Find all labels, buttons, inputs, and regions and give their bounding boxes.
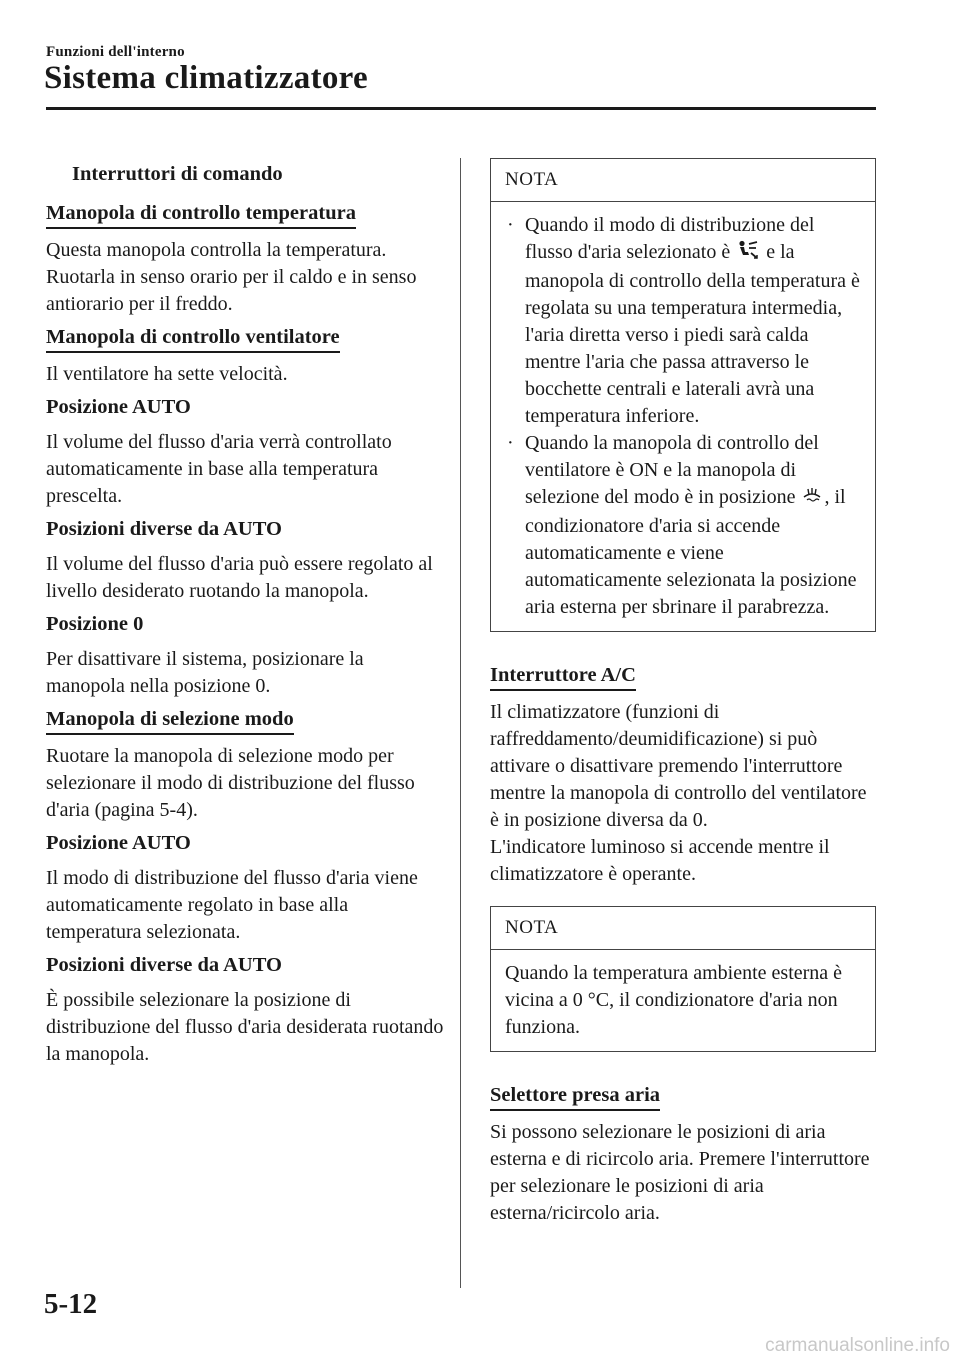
temp-text: Questa manopola controlla la temperatura. Ruotarla in senso orario per il caldo e in senso antiorario per il freddo.: [46, 239, 417, 315]
note-bullet: [505, 430, 861, 621]
fan-other-text: Il volume del flusso d'aria può essere regolato al livello desiderato ruotando la manopola.: [46, 553, 433, 602]
defroster-icon: [802, 486, 822, 513]
fan-text: Il ventilatore ha sette velocità.: [46, 363, 288, 385]
note-box-1: [490, 158, 876, 632]
section-label: Funzioni dell'interno: [46, 44, 185, 60]
note-bullet-text: Quando la manopola di controllo del ventilatore è ON e la manopola di selezione del modo è in posizione: [525, 432, 819, 508]
mode-auto-heading: Posizione AUTO: [46, 832, 191, 854]
note-bullet-text: e la manopola di controllo della temperatura è regolata su una temperatura intermedia, l'aria diretta verso i piedi sarà calda mentre l'aria che passa attraverso le bocchette centrali e laterali avrà una temperatura inferiore.: [525, 241, 860, 427]
note-bullet: [505, 212, 861, 430]
header-rule: [46, 107, 876, 110]
fan-heading: Manopola di controllo ventilatore: [46, 325, 340, 353]
mode-heading: Manopola di selezione modo: [46, 707, 294, 735]
intake-heading: Selettore presa aria: [490, 1083, 660, 1111]
note-text: Quando la temperatura ambiente esterna è vicina a 0 °C, il condizionatore d'aria non funziona.: [505, 962, 843, 1038]
fan-auto-text: Il volume del flusso d'aria verrà controllato automaticamente in base alla temperatura prescelta.: [46, 431, 392, 507]
fan-other-heading: Posizioni diverse da AUTO: [46, 518, 282, 540]
fan-zero-heading: Posizione 0: [46, 613, 144, 635]
mode-auto-text: Il modo di distribuzione del flusso d'aria viene automaticamente regolato in base alla temperatura selezionata.: [46, 867, 418, 943]
page-number: 5-12: [44, 1288, 98, 1320]
ac-text: Il climatizzatore (funzioni di raffreddamento/deumidificazione) si può attivare o disattivare premendo l'interruttore mentre la manopola di controllo del ventilatore è in posizione diversa da 0.: [490, 701, 867, 831]
note-title: NOTA: [491, 907, 875, 950]
ac-text-2: L'indicatore luminoso si accende mentre il climatizzatore è operante.: [490, 836, 830, 885]
mode-other-heading: Posizioni diverse da AUTO: [46, 954, 282, 976]
left-column: [46, 158, 446, 1074]
note-box-2: [490, 906, 876, 1052]
right-column: [490, 158, 876, 1233]
bullet-dot: ·: [507, 432, 514, 454]
page-title: Sistema climatizzatore: [44, 60, 368, 96]
intake-text: Si possono selezionare le posizioni di aria esterna e di ricircolo aria. Premere l'interruttore per selezionare le posizioni di aria esterna/ricircolo aria.: [490, 1121, 870, 1224]
ac-heading: Interruttore A/C: [490, 663, 636, 691]
controls-subheading: Interruttori di comando: [72, 163, 283, 185]
bullet-dot: ·: [507, 214, 514, 236]
fan-auto-heading: Posizione AUTO: [46, 396, 191, 418]
column-divider: [460, 158, 461, 1288]
temp-heading: Manopola di controllo temperatura: [46, 201, 356, 229]
note-title: NOTA: [491, 159, 875, 202]
watermark: carmanualsonline.info: [765, 1335, 950, 1356]
mode-other-text: È possibile selezionare la posizione di distribuzione del flusso d'aria desiderata ruotando la manopola.: [46, 989, 444, 1065]
mode-text: Ruotare la manopola di selezione modo per selezionare il modo di distribuzione del flusso d'aria (pagina 5-4).: [46, 745, 415, 821]
face-feet-airflow-icon: [737, 240, 759, 268]
note-bullet-text: Quando il modo di distribuzione del flusso d'aria selezionato è: [525, 214, 815, 263]
note-bullet-text: , il condizionatore d'aria si accende automaticamente e viene automaticamente selezionata la posizione aria esterna per sbrinare il parabrezza.: [525, 486, 857, 618]
fan-zero-text: Per disattivare il sistema, posizionare la manopola nella posizione 0.: [46, 648, 364, 697]
